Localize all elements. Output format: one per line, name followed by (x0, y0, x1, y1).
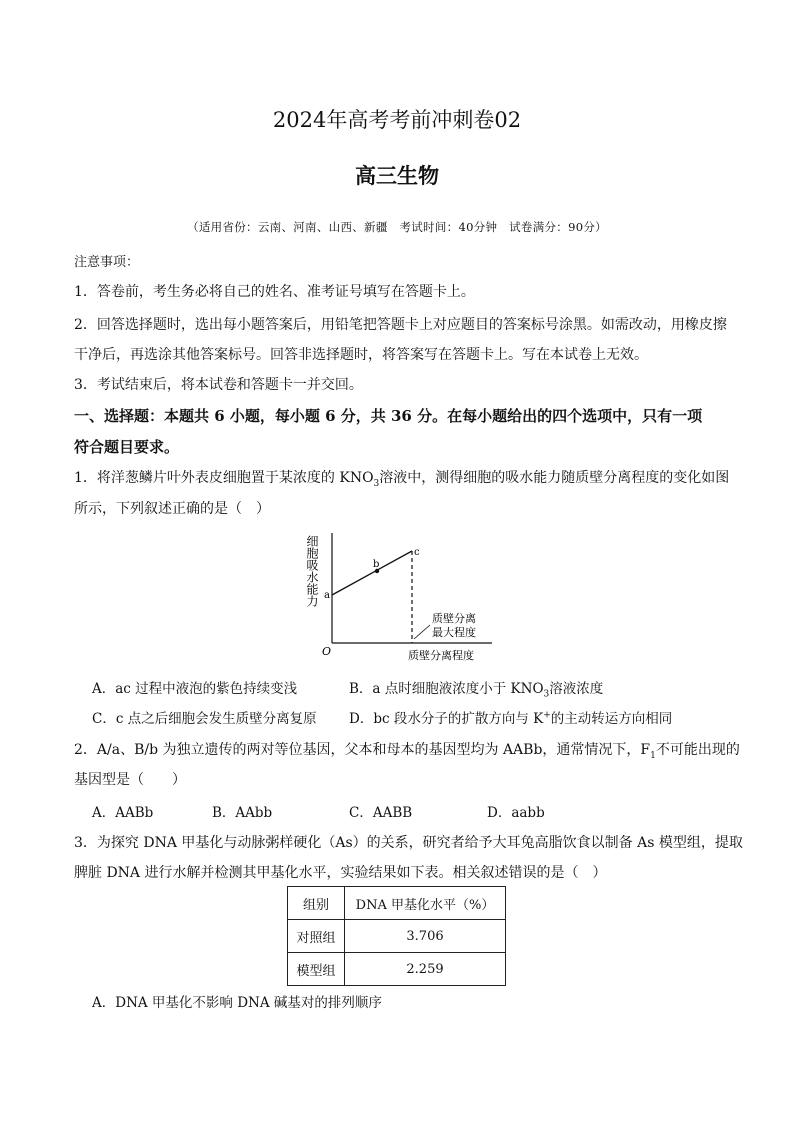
point-a-label: a (324, 590, 330, 601)
table-cell: 3.706 (345, 920, 506, 953)
origin-label: O (322, 645, 332, 658)
notice-item-3: 3．考试结束后，将本试卷和答题卡一并交回。 (74, 377, 363, 393)
q2-stem-cont: 基因型是（ ） (74, 772, 186, 788)
q1-stem: 1．将洋葱鳞片叶外表皮细胞置于某浓度的 $KNO_3$溶液中，测得细胞的吸水能力随质壁分离程度的变化如图 (74, 470, 730, 489)
q3-table (287, 886, 506, 986)
notice-item-2: 2．回答选择题时，选出每小题答案后，用铅笔把答题卡上对应题目的答案标号涂黑。如需改动，用橡皮擦 (74, 317, 727, 333)
annotation-pointer (414, 625, 430, 639)
q3-option-a[interactable]: A．DNA 甲基化不影响 DNA 碱基对的排列顺序 (92, 995, 382, 1011)
table-row (288, 953, 506, 986)
q2-option-c[interactable]: C．AABB (349, 805, 413, 821)
section-heading-cont: 符合题目要求。 (74, 438, 180, 456)
x-axis-label: 质壁分离程度 (408, 649, 474, 662)
table-row (288, 920, 506, 953)
q2-option-d[interactable]: D．aabb (487, 805, 545, 821)
q1-option-a[interactable]: A．ac 过程中液泡的紫色持续变浅 (92, 681, 298, 697)
table-header-cell: 组别 (288, 887, 345, 920)
point-b-label: b (373, 559, 380, 570)
annotation-line1: 质壁分离 (432, 612, 476, 625)
notice-item-2-cont: 干净后，再选涂其他答案标号。回答非选择题时，将答案写在答题卡上。写在本试卷上无效。 (74, 347, 648, 363)
absorption-curve (332, 551, 412, 595)
y-axis-label: 细胞吸水能力 (305, 535, 319, 607)
notice-item-1: 1．答卷前，考生务必将自己的姓名、准考证号填写在答题卡上。 (74, 284, 475, 300)
exam-title: 2024年高考考前冲刺卷02 (272, 108, 522, 132)
exam-meta: （适用省份：云南、河南、山西、新疆 考试时间：40分钟 试卷满分：90分） (187, 220, 607, 234)
q1-option-d[interactable]: D．bc 段水分子的扩散方向与 K+的主动转运方向相同 (349, 710, 673, 727)
q2-option-a[interactable]: A．AABb (92, 805, 154, 821)
q2-option-b[interactable]: B．AAbb (212, 805, 273, 821)
q2-stem: 2．A/a、B/b 为独立遗传的两对等位基因，父本和母本的基因型均为 AABb，通常情况下，$F_1$不可能出现的 (74, 742, 740, 761)
q1-figure (300, 525, 500, 665)
annotation-line2: 最大程度 (432, 626, 476, 639)
subject-title: 高三生物 (355, 163, 439, 188)
table-cell: 模型组 (288, 953, 345, 986)
table-cell: 2.259 (345, 953, 506, 986)
q1-stem-cont: 所示，下列叙述正确的是（ ） (74, 501, 270, 517)
table-header-row (288, 887, 506, 920)
q1-option-c[interactable]: C．c 点之后细胞会发生质壁分离复原 (92, 711, 317, 727)
table-header-cell: DNA 甲基化水平（%） (345, 887, 506, 920)
section-heading: 一、选择题：本题共 6 小题，每小题 6 分，共 36 分。在每小题给出的四个选项中，只有一项 (74, 407, 703, 425)
point-c-label: c (414, 547, 420, 558)
q3-stem-cont: 脾脏 DNA 进行水解并检测其甲基化水平，实验结果如下表。相关叙述错误的是（ ） (74, 865, 607, 881)
q3-stem: 3．为探究 DNA 甲基化与动脉粥样硬化（As）的关系，研究者给予大耳兔高脂饮食以制备 As 模型组，提取 (74, 835, 743, 851)
table-cell: 对照组 (288, 920, 345, 953)
q1-option-b[interactable]: B．a 点时细胞液浓度小于 $KNO_3$溶液浓度 (349, 681, 604, 700)
notice-heading: 注意事项： (74, 255, 140, 270)
